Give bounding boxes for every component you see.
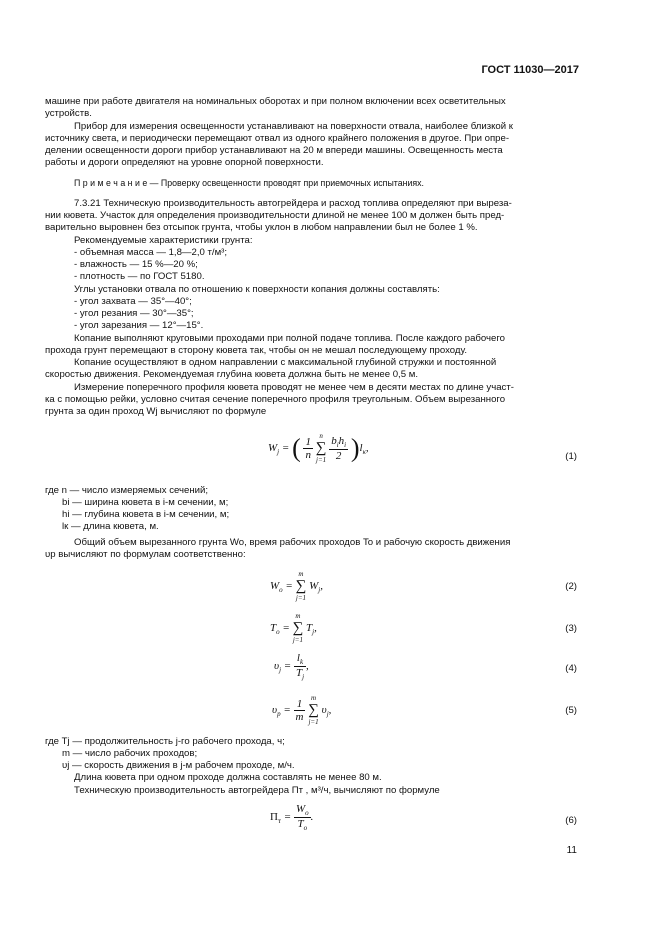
equation-6: $П_т$ = $\frac{W_o}{T_o}$ .: [270, 803, 314, 832]
text-line: работы и дороги определяют на уровне опорной поверхности.: [45, 157, 324, 168]
text-line: lк — длина кювета, м.: [62, 521, 159, 532]
text-line: ка с помощью рейки, условно считая сечение поперечного профиля треугольным. Объем вырезанного: [45, 394, 506, 405]
text-line: 7.3.21 Техническую производительность автогрейдера и расход топлива определяют при выреза-: [74, 198, 512, 209]
text-line: - влажность — 15 %—20 %;: [74, 259, 198, 270]
note-label: П р и м е ч а н и е: [74, 178, 148, 188]
text-line: Копание осуществляют в одном направлении с максимальной глубиной стружки и постоянной: [74, 357, 497, 368]
equation-number: (2): [565, 581, 577, 592]
text-line: - угол захвата — 35°—40°;: [74, 296, 192, 307]
text-line: Рекомендуемые характеристики грунта:: [74, 235, 253, 246]
equation-4: $\upsilon_j$ = $\frac{l_k}{T_j}$ ,: [274, 652, 309, 681]
text-line: - угол резания — 30°—35°;: [74, 308, 194, 319]
equation-number: (1): [565, 451, 577, 462]
text-line: hi — глубина кювета в i-м сечении, м;: [62, 509, 230, 520]
text-line: Общий объем вырезанного грунта Wo, время рабочих проходов To и рабочую скорость движения: [74, 537, 511, 548]
text-line: прохода грунт перемещают в сторону кювета так, чтобы он не мешал последующему проходу.: [45, 345, 468, 356]
text-line: Прибор для измерения освещенности устанавливают на поверхности отвала, наиболее близкой к: [74, 121, 513, 132]
text-line: bi — ширина кювета в i-м сечении, м;: [62, 497, 229, 508]
equation-5: $\upsilon_p$ = $\frac{1}{m}$ m ∑ j=1 $\upsilon_j$,: [272, 694, 332, 726]
text-line: Углы установки отвала по отношению к поверхности копания должны составлять:: [74, 284, 440, 295]
text-line: устройств.: [45, 108, 92, 119]
text-line: Копание выполняют круговыми проходами при полной подаче топлива. После каждого рабочего: [74, 333, 506, 344]
text-line: где n — число измеряемых сечений;: [45, 485, 209, 496]
text-line: υj — скорость движения в j-м рабочем проходе, м/ч.: [62, 760, 295, 771]
text-line: где Tj — продолжительность j-го рабочего прохода, ч;: [45, 736, 285, 747]
text-line: Длина кювета при одном проходе должна составлять не менее 80 м.: [74, 772, 382, 783]
text-line: m — число рабочих проходов;: [62, 748, 198, 759]
equation-number: (3): [565, 623, 577, 634]
text-line: - угол зарезания — 12°—15°.: [74, 320, 204, 331]
text-line: Измерение поперечного профиля кювета проводят не менее чем в десяти местах по длине участ-: [74, 382, 514, 393]
text-line: υp вычисляют по формулам соответственно:: [45, 549, 246, 560]
text-line: - объемная масса — 1,8—2,0 т/м³;: [74, 247, 228, 258]
note: [74, 177, 424, 189]
equation-number: (4): [565, 663, 577, 674]
text-line: грунта за один проход Wj вычисляют по формуле: [45, 406, 267, 417]
text-line: скоростью движения. Рекомендуемая глубина кювета должна быть не менее 0,5 м.: [45, 369, 418, 380]
text-line: делении освещенности дороги прибор устанавливают на 20 м впереди машины. Освещенность места: [45, 145, 503, 156]
text-line: Техническую производительность автогрейдера Пт , м³/ч, вычисляют по формуле: [74, 785, 440, 796]
page-number: 11: [566, 845, 577, 856]
text-line: варительно выровнен без отсыпок грунта, чтобы уклон в любом направлении был не более 1 %.: [45, 222, 478, 233]
equation-number: (5): [565, 705, 577, 716]
document-id: ГОСТ 11030—2017: [481, 64, 579, 76]
note-text: — Проверку освещенности проводят при приемочных испытаниях.: [147, 178, 424, 188]
text-line: источнику света, и периодически перемещают отвал из одного крайнего положения в другое. При опре-: [45, 133, 510, 144]
equation-1: $W_j$ = ( $\frac{1}{n}$ n ∑ j=1 $\frac{b_ih_i}{2}$ )$l_к$,: [268, 432, 369, 464]
text-line: нии кювета. Участок для определения производительности длиной не менее 100 м должен быть пред-: [45, 210, 505, 221]
text-line: - плотность — по ГОСТ 5180.: [74, 271, 205, 282]
equation-number: (6): [565, 815, 577, 826]
text-line: машине при работе двигателя на номинальных оборотах и при полном включении всех осветительных: [45, 96, 506, 107]
equation-2: $W_o$ = m ∑ j=1 $W_j$,: [270, 570, 323, 602]
equation-3: $T_o$ = m ∑ j=1 $T_j$,: [270, 612, 317, 644]
